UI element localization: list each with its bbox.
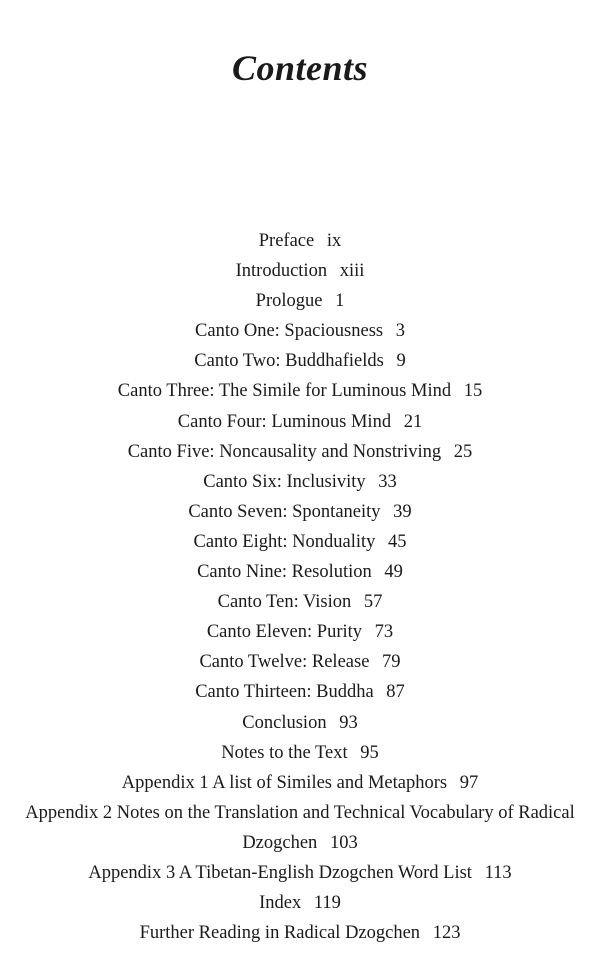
toc-entry-title: Index <box>259 893 302 914</box>
toc-entry-title: Canto Two: Buddhafields <box>194 351 384 372</box>
toc-entry-title: Appendix 1 A list of Similes and Metaphors <box>121 772 448 793</box>
page-title: Contents <box>231 48 369 89</box>
toc-entry-page: 73 <box>374 622 394 643</box>
toc-entry-page: 33 <box>378 471 397 492</box>
toc-entry-page: xiii <box>339 261 365 282</box>
toc-entry-title: Further Reading in Radical Dzogchen <box>139 923 421 944</box>
toc-entry <box>0 617 600 647</box>
toc-entry-page: 15 <box>463 381 483 402</box>
toc-entry-page: 57 <box>363 592 383 613</box>
toc-entry-title: Canto Thirteen: Buddha <box>195 682 374 703</box>
toc-entry <box>0 467 600 497</box>
toc-entry-title: Appendix 2 Notes on the Translation and Technical Vocabulary of Radical Dzogchen <box>25 802 575 853</box>
toc-entry <box>0 708 600 738</box>
toc-entry-page: 103 <box>329 832 358 853</box>
toc-entry-page: 119 <box>313 893 341 914</box>
toc-entry-title: Conclusion <box>242 712 327 733</box>
toc-entry-title: Canto Eleven: Purity <box>206 622 363 643</box>
toc-entry-page: 95 <box>360 742 379 763</box>
toc-entry-title: Canto Seven: Spontaneity <box>188 501 381 522</box>
toc-entry-page: 1 <box>335 291 345 312</box>
toc-entry-page: 45 <box>388 531 407 552</box>
toc-entry-page: 3 <box>395 321 405 342</box>
toc-entry-page: 39 <box>393 501 412 522</box>
toc-entry-page: 113 <box>484 862 512 883</box>
toc-entry <box>0 798 600 858</box>
toc-entry <box>0 858 600 888</box>
toc-entry-title: Canto Three: The Simile for Luminous Mind <box>117 381 452 402</box>
toc-entry-title: Introduction <box>235 261 328 282</box>
toc-entry-title: Canto Eight: Nonduality <box>193 531 376 552</box>
toc-entry <box>0 437 600 467</box>
toc-entry <box>0 918 600 948</box>
toc-entry <box>0 256 600 286</box>
toc-entry-page: 21 <box>403 411 423 432</box>
toc-entry-title: Canto Five: Noncausality and Nonstriving <box>127 441 442 462</box>
toc-entry-page: 123 <box>432 923 461 944</box>
toc-entry-title: Canto Twelve: Release <box>199 652 370 673</box>
toc-entry <box>0 738 600 768</box>
toc-entry-title: Prologue <box>255 291 323 312</box>
toc-entry <box>0 888 600 918</box>
toc-entry-page: 25 <box>453 441 473 462</box>
toc-entry-title: Preface <box>258 231 315 251</box>
toc-entry <box>0 407 600 437</box>
toc-entry <box>0 677 600 707</box>
toc-entry <box>0 497 600 527</box>
toc-entry-page: ix <box>326 231 342 251</box>
table-of-contents <box>0 226 600 948</box>
toc-entry <box>0 316 600 346</box>
toc-entry-title: Canto One: Spaciousness <box>195 321 384 342</box>
toc-entry <box>0 527 600 557</box>
toc-entry-title: Canto Six: Inclusivity <box>203 471 366 492</box>
toc-entry-title: Notes to the Text <box>221 742 348 763</box>
toc-entry-page: 97 <box>459 772 479 793</box>
toc-entry <box>0 557 600 587</box>
toc-entry <box>0 768 600 798</box>
toc-entry <box>0 286 600 316</box>
toc-entry <box>0 346 600 376</box>
toc-entry-page: 49 <box>384 562 403 583</box>
toc-entry-page: 93 <box>339 712 358 733</box>
toc-entry-page: 9 <box>396 351 406 372</box>
toc-entry-title: Canto Four: Luminous Mind <box>177 411 392 432</box>
toc-entry-page: 87 <box>386 682 405 703</box>
toc-entry <box>0 587 600 617</box>
toc-entry <box>0 376 600 406</box>
toc-entry-page: 79 <box>382 652 401 673</box>
toc-entry <box>0 226 600 256</box>
toc-entry-title: Canto Nine: Resolution <box>197 562 372 583</box>
toc-entry <box>0 647 600 677</box>
toc-entry-title: Appendix 3 A Tibetan-English Dzogchen Word List <box>88 862 472 883</box>
toc-entry-title: Canto Ten: Vision <box>217 592 352 613</box>
